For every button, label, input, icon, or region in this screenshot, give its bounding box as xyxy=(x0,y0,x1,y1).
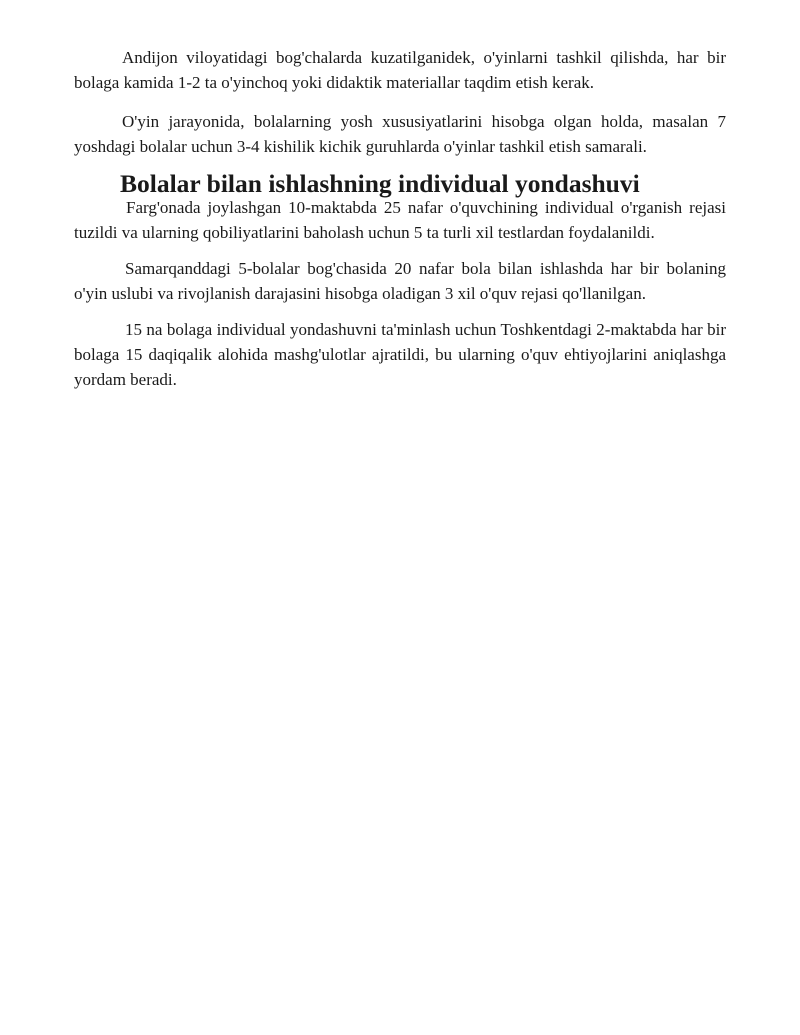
document-page xyxy=(74,45,726,392)
paragraph-oyin-jarayoni: O'yin jarayonida, bolalarning yosh xususiyatlarini hisobga olgan holda, masalan 7 yoshdagi bolalar uchun 3-4 kishilik kichik guruhlarda o'yinlar tashkil etish samarali. xyxy=(74,112,726,156)
paragraph-samarqand: Samarqanddagi 5-bolalar bog'chasida 20 nafar bola bilan ishlashda har bir bolaning o'yin uslubi va rivojlanish darajasini hisobga oladigan 3 xil o'quv rejasi qo'llanilgan. xyxy=(74,259,726,303)
section-heading: Bolalar bilan ishlashning individual yondashuvi xyxy=(120,169,640,198)
paragraph-fargona: Farg'onada joylashgan 10-maktabda 25 nafar o'quvchining individual o'rganish rejasi tuzildi va ularning qobiliyatlarini baholash uchun 5 ta turli xil testlardan foydalanildi. xyxy=(74,198,726,242)
paragraph-andijon: Andijon viloyatidagi bog'chalarda kuzatilganidek, o'yinlarni tashkil qilishda, har bir bolaga kamida 1-2 ta o'yinchoq yoki didaktik materiallar taqdim etish kerak. xyxy=(74,48,726,92)
paragraph-toshkent: 15 na bolaga individual yondashuvni ta'minlash uchun Toshkentdagi 2-maktabda har bir bolaga 15 daqiqalik alohida mashg'ulotlar ajratildi, bu ularning o'quv ehtiyojlarini aniqlashga yordam beradi. xyxy=(74,320,726,389)
